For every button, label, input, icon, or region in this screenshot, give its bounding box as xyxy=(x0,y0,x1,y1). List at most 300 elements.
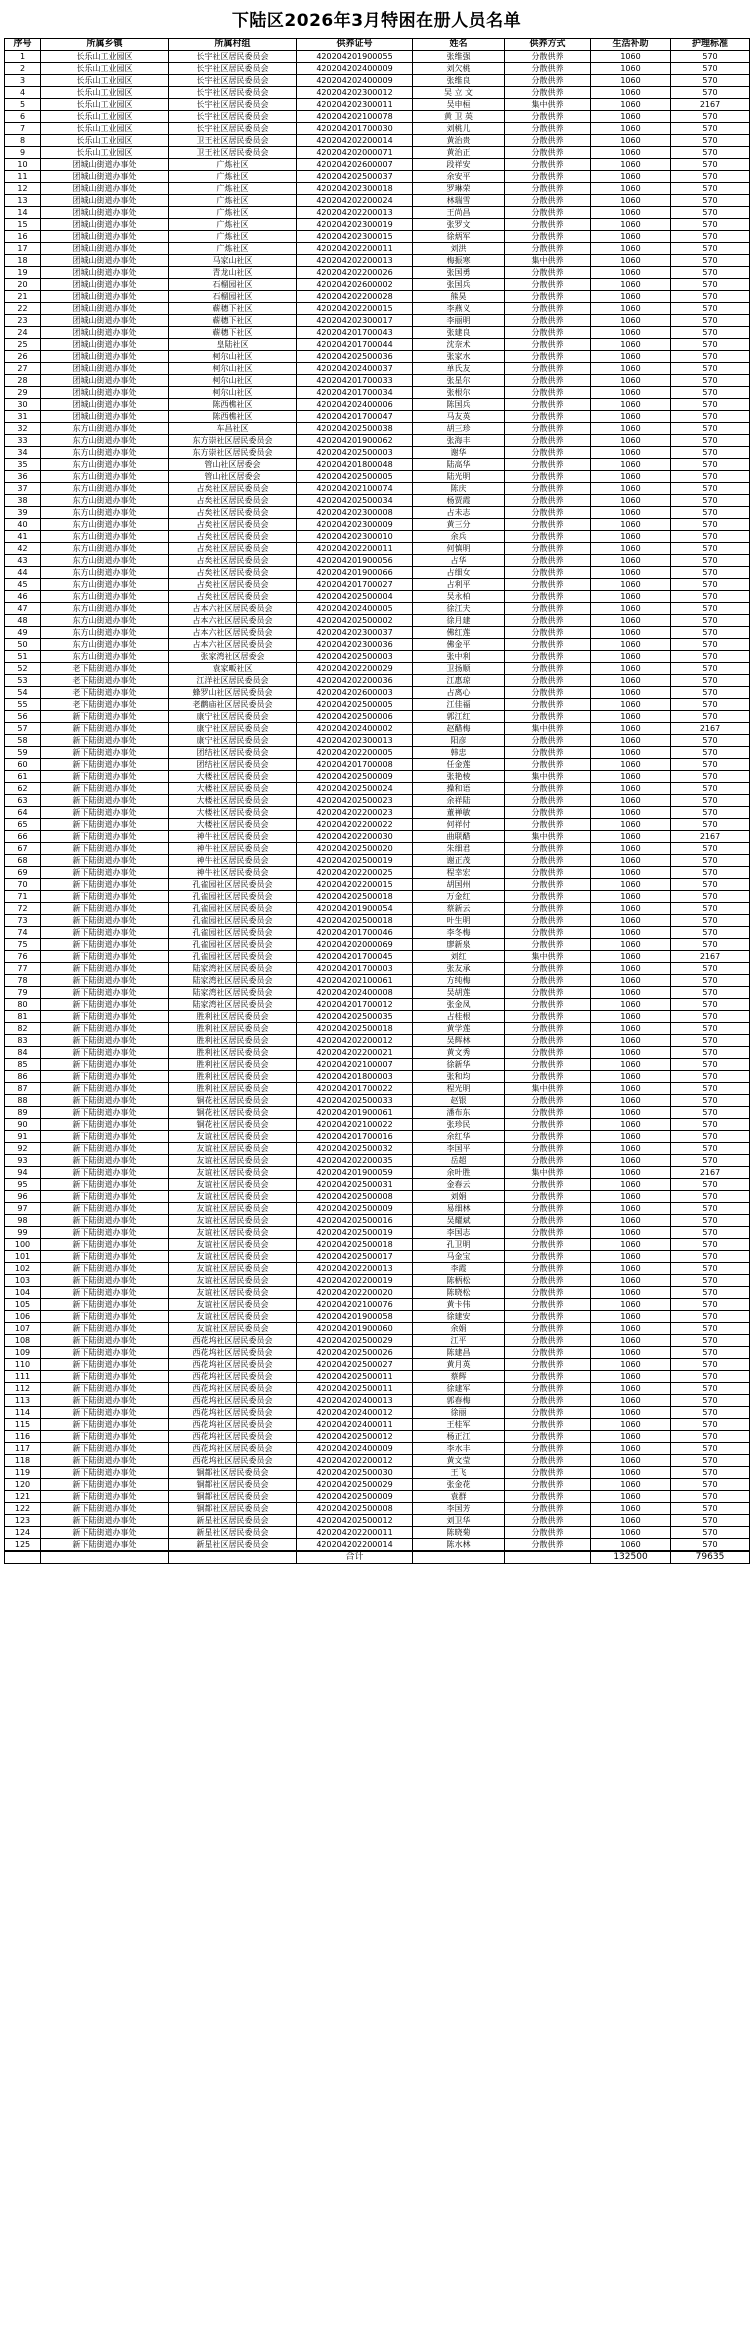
row-support-type: 分散供养 xyxy=(505,51,591,63)
row-support-type: 分散供养 xyxy=(505,1263,591,1275)
row-village: 大楼社区居民委员会 xyxy=(169,795,297,807)
row-care-standard: 570 xyxy=(671,1455,750,1467)
table-row xyxy=(5,279,750,291)
row-support-type: 分散供养 xyxy=(505,1131,591,1143)
row-living-subsidy: 1060 xyxy=(591,411,671,423)
row-name: 黄文莹 xyxy=(413,1455,505,1467)
row-support-type: 分散供养 xyxy=(505,207,591,219)
row-village: 长宇社区居民委员会 xyxy=(169,111,297,123)
table-row xyxy=(5,1203,750,1215)
table-row xyxy=(5,1107,750,1119)
row-township: 新下陆街道办事处 xyxy=(41,1287,169,1299)
row-index: 39 xyxy=(5,507,41,519)
row-village: 友谊社区居民委员会 xyxy=(169,1155,297,1167)
row-care-standard: 570 xyxy=(671,75,750,87)
row-name: 何祥付 xyxy=(413,819,505,831)
row-certificate: 420204202200020 xyxy=(297,1287,413,1299)
row-name: 徐新华 xyxy=(413,1059,505,1071)
row-support-type: 分散供养 xyxy=(505,231,591,243)
row-name: 孔卫明 xyxy=(413,1239,505,1251)
row-care-standard: 570 xyxy=(671,759,750,771)
row-support-type: 分散供养 xyxy=(505,1023,591,1035)
row-care-standard: 570 xyxy=(671,903,750,915)
row-township: 新下陆街道办事处 xyxy=(41,1359,169,1371)
row-name: 程幸宏 xyxy=(413,867,505,879)
row-support-type: 分散供养 xyxy=(505,63,591,75)
table-row xyxy=(5,363,750,375)
row-index: 106 xyxy=(5,1311,41,1323)
table-row xyxy=(5,99,750,111)
row-village: 铜都社区居民委员会 xyxy=(169,1503,297,1515)
row-care-standard: 570 xyxy=(671,459,750,471)
row-living-subsidy: 1060 xyxy=(591,1155,671,1167)
row-care-standard: 570 xyxy=(671,231,750,243)
row-certificate: 420204202500020 xyxy=(297,843,413,855)
row-index: 42 xyxy=(5,543,41,555)
row-support-type: 分散供养 xyxy=(505,1515,591,1527)
row-living-subsidy: 1060 xyxy=(591,735,671,747)
row-name: 陈柄松 xyxy=(413,1275,505,1287)
column-header-index: 序号 xyxy=(5,39,41,51)
table-row xyxy=(5,1023,750,1035)
row-township: 东方山街道办事处 xyxy=(41,627,169,639)
row-care-standard: 570 xyxy=(671,327,750,339)
row-certificate: 420204202500035 xyxy=(297,1011,413,1023)
row-care-standard: 570 xyxy=(671,1107,750,1119)
row-name: 段祥安 xyxy=(413,159,505,171)
row-township: 长乐山工业园区 xyxy=(41,147,169,159)
row-living-subsidy: 1060 xyxy=(591,1491,671,1503)
row-support-type: 分散供养 xyxy=(505,591,591,603)
row-township: 长乐山工业园区 xyxy=(41,111,169,123)
row-support-type: 分散供养 xyxy=(505,1419,591,1431)
row-certificate: 420204202500009 xyxy=(297,771,413,783)
row-certificate: 420204202200011 xyxy=(297,243,413,255)
row-support-type: 分散供养 xyxy=(505,1527,591,1539)
total-spacer-1 xyxy=(5,1552,41,1564)
row-support-type: 分散供养 xyxy=(505,675,591,687)
row-name: 吴申桓 xyxy=(413,99,505,111)
row-township: 团城山街道办事处 xyxy=(41,243,169,255)
row-care-standard: 570 xyxy=(671,387,750,399)
row-township: 新下陆街道办事处 xyxy=(41,1515,169,1527)
row-living-subsidy: 1060 xyxy=(591,663,671,675)
row-living-subsidy: 1060 xyxy=(591,327,671,339)
column-header-support-type: 供养方式 xyxy=(505,39,591,51)
row-support-type: 分散供养 xyxy=(505,351,591,363)
row-township: 东方山街道办事处 xyxy=(41,567,169,579)
row-care-standard: 570 xyxy=(671,807,750,819)
row-certificate: 420204202400002 xyxy=(297,723,413,735)
row-living-subsidy: 1060 xyxy=(591,627,671,639)
row-support-type: 分散供养 xyxy=(505,915,591,927)
row-township: 团城山街道办事处 xyxy=(41,195,169,207)
row-index: 36 xyxy=(5,471,41,483)
row-living-subsidy: 1060 xyxy=(591,99,671,111)
row-certificate: 420204202500023 xyxy=(297,795,413,807)
row-township: 新下陆街道办事处 xyxy=(41,1191,169,1203)
row-care-standard: 570 xyxy=(671,711,750,723)
row-village: 神牛社区居民委员会 xyxy=(169,831,297,843)
row-living-subsidy: 1060 xyxy=(591,1395,671,1407)
row-living-subsidy: 1060 xyxy=(591,1215,671,1227)
row-support-type: 分散供养 xyxy=(505,1431,591,1443)
row-village: 神牛社区居民委员会 xyxy=(169,855,297,867)
row-township: 新下陆街道办事处 xyxy=(41,1071,169,1083)
row-name: 张星尔 xyxy=(413,375,505,387)
row-certificate: 420204201700022 xyxy=(297,1083,413,1095)
row-township: 团城山街道办事处 xyxy=(41,231,169,243)
row-name: 张珍民 xyxy=(413,1119,505,1131)
row-village: 友谊社区居民委员会 xyxy=(169,1251,297,1263)
table-row xyxy=(5,471,750,483)
row-index: 33 xyxy=(5,435,41,447)
table-row xyxy=(5,1443,750,1455)
row-living-subsidy: 1060 xyxy=(591,1443,671,1455)
row-township: 新下陆街道办事处 xyxy=(41,1299,169,1311)
row-township: 新下陆街道办事处 xyxy=(41,1383,169,1395)
row-care-standard: 570 xyxy=(671,1047,750,1059)
row-village: 长宇社区居民委员会 xyxy=(169,99,297,111)
row-name: 刘红 xyxy=(413,951,505,963)
row-township: 新下陆街道办事处 xyxy=(41,1467,169,1479)
row-certificate: 420204201700027 xyxy=(297,579,413,591)
row-living-subsidy: 1060 xyxy=(591,615,671,627)
row-care-standard: 570 xyxy=(671,687,750,699)
row-township: 东方山街道办事处 xyxy=(41,495,169,507)
row-care-standard: 570 xyxy=(671,1275,750,1287)
row-index: 65 xyxy=(5,819,41,831)
row-care-standard: 570 xyxy=(671,699,750,711)
row-index: 44 xyxy=(5,567,41,579)
row-certificate: 420204202100078 xyxy=(297,111,413,123)
row-name: 张中利 xyxy=(413,651,505,663)
table-row xyxy=(5,675,750,687)
row-support-type: 分散供养 xyxy=(505,495,591,507)
table-row xyxy=(5,735,750,747)
row-living-subsidy: 1060 xyxy=(591,1383,671,1395)
row-care-standard: 570 xyxy=(671,1023,750,1035)
row-support-type: 分散供养 xyxy=(505,519,591,531)
row-name: 占利平 xyxy=(413,579,505,591)
row-care-standard: 570 xyxy=(671,795,750,807)
table-row xyxy=(5,1155,750,1167)
row-village: 新星社区居民委员会 xyxy=(169,1539,297,1551)
row-certificate: 420204202400009 xyxy=(297,1443,413,1455)
row-living-subsidy: 1060 xyxy=(591,1527,671,1539)
row-certificate: 420204202500036 xyxy=(297,351,413,363)
row-care-standard: 570 xyxy=(671,927,750,939)
row-living-subsidy: 1060 xyxy=(591,1419,671,1431)
row-township: 东方山街道办事处 xyxy=(41,447,169,459)
row-support-type: 集中供养 xyxy=(505,99,591,111)
table-row xyxy=(5,699,750,711)
row-certificate: 420204201700046 xyxy=(297,927,413,939)
total-table xyxy=(4,1551,750,1564)
row-care-standard: 570 xyxy=(671,531,750,543)
table-row xyxy=(5,339,750,351)
row-index: 26 xyxy=(5,351,41,363)
row-township: 团城山街道办事处 xyxy=(41,303,169,315)
row-certificate: 420204201700003 xyxy=(297,963,413,975)
row-living-subsidy: 1060 xyxy=(591,891,671,903)
row-village: 柯尔山社区 xyxy=(169,387,297,399)
row-township: 东方山街道办事处 xyxy=(41,435,169,447)
table-row xyxy=(5,303,750,315)
row-township: 东方山街道办事处 xyxy=(41,519,169,531)
row-care-standard: 570 xyxy=(671,1431,750,1443)
row-certificate: 420204202200015 xyxy=(297,879,413,891)
total-spacer-3 xyxy=(169,1552,297,1564)
row-living-subsidy: 1060 xyxy=(591,1371,671,1383)
row-care-standard: 570 xyxy=(671,783,750,795)
header-row xyxy=(5,39,750,51)
row-support-type: 分散供养 xyxy=(505,747,591,759)
row-care-standard: 570 xyxy=(671,735,750,747)
row-care-standard: 570 xyxy=(671,1011,750,1023)
row-township: 新下陆街道办事处 xyxy=(41,1047,169,1059)
row-name: 张国勇 xyxy=(413,267,505,279)
row-township: 新下陆街道办事处 xyxy=(41,723,169,735)
row-certificate: 420204202500026 xyxy=(297,1347,413,1359)
table-row xyxy=(5,1095,750,1107)
row-name: 朱细君 xyxy=(413,843,505,855)
row-township: 团城山街道办事处 xyxy=(41,171,169,183)
row-village: 占矣社区居民委员会 xyxy=(169,567,297,579)
row-township: 新下陆街道办事处 xyxy=(41,855,169,867)
row-living-subsidy: 1060 xyxy=(591,291,671,303)
row-living-subsidy: 1060 xyxy=(591,339,671,351)
row-township: 新下陆街道办事处 xyxy=(41,1407,169,1419)
row-township: 东方山街道办事处 xyxy=(41,507,169,519)
row-support-type: 分散供养 xyxy=(505,1143,591,1155)
row-village: 马家山社区 xyxy=(169,255,297,267)
table-row xyxy=(5,1467,750,1479)
table-row xyxy=(5,375,750,387)
row-name: 程光明 xyxy=(413,1083,505,1095)
row-living-subsidy: 1060 xyxy=(591,1071,671,1083)
row-certificate: 420204202100074 xyxy=(297,483,413,495)
row-living-subsidy: 1060 xyxy=(591,147,671,159)
row-name: 操和语 xyxy=(413,783,505,795)
row-support-type: 分散供养 xyxy=(505,423,591,435)
row-certificate: 420204201700016 xyxy=(297,1131,413,1143)
row-living-subsidy: 1060 xyxy=(591,1179,671,1191)
row-index: 35 xyxy=(5,459,41,471)
table-body xyxy=(5,51,750,1551)
row-support-type: 分散供养 xyxy=(505,1407,591,1419)
row-support-type: 分散供养 xyxy=(505,543,591,555)
row-township: 新下陆街道办事处 xyxy=(41,843,169,855)
row-living-subsidy: 1060 xyxy=(591,579,671,591)
row-support-type: 分散供养 xyxy=(505,1455,591,1467)
row-care-standard: 570 xyxy=(671,675,750,687)
row-support-type: 分散供养 xyxy=(505,1239,591,1251)
row-index: 9 xyxy=(5,147,41,159)
row-certificate: 420204202500004 xyxy=(297,591,413,603)
row-index: 113 xyxy=(5,1395,41,1407)
row-care-standard: 570 xyxy=(671,1287,750,1299)
row-care-standard: 570 xyxy=(671,843,750,855)
row-living-subsidy: 1060 xyxy=(591,723,671,735)
row-name: 江平 xyxy=(413,1335,505,1347)
row-support-type: 分散供养 xyxy=(505,435,591,447)
row-support-type: 分散供养 xyxy=(505,843,591,855)
row-name: 徐建军 xyxy=(413,1383,505,1395)
row-certificate: 420204202500032 xyxy=(297,1143,413,1155)
row-certificate: 420204202400006 xyxy=(297,399,413,411)
row-township: 新下陆街道办事处 xyxy=(41,1491,169,1503)
row-certificate: 420204202300010 xyxy=(297,531,413,543)
row-index: 104 xyxy=(5,1287,41,1299)
row-village: 广炼社区 xyxy=(169,159,297,171)
row-name: 吴胡莲 xyxy=(413,987,505,999)
row-village: 车昌社区 xyxy=(169,423,297,435)
row-township: 东方山街道办事处 xyxy=(41,483,169,495)
row-support-type: 分散供养 xyxy=(505,1371,591,1383)
row-village: 友谊社区居民委员会 xyxy=(169,1323,297,1335)
row-certificate: 420204202400009 xyxy=(297,75,413,87)
row-certificate: 420204202400008 xyxy=(297,987,413,999)
row-care-standard: 570 xyxy=(671,879,750,891)
row-care-standard: 570 xyxy=(671,747,750,759)
row-village: 占本六社区居民委员会 xyxy=(169,639,297,651)
row-living-subsidy: 1060 xyxy=(591,267,671,279)
row-certificate: 420204202100007 xyxy=(297,1059,413,1071)
row-township: 新下陆街道办事处 xyxy=(41,1203,169,1215)
row-name: 袁群 xyxy=(413,1491,505,1503)
row-village: 占本六社区居民委员会 xyxy=(169,615,297,627)
row-certificate: 420204202500011 xyxy=(297,1383,413,1395)
row-support-type: 分散供养 xyxy=(505,735,591,747)
row-support-type: 分散供养 xyxy=(505,279,591,291)
row-certificate: 420204202500003 xyxy=(297,651,413,663)
row-village: 铜花社区居民委员会 xyxy=(169,1095,297,1107)
row-index: 73 xyxy=(5,915,41,927)
row-name: 潘布东 xyxy=(413,1107,505,1119)
table-row xyxy=(5,219,750,231)
row-township: 新下陆街道办事处 xyxy=(41,1095,169,1107)
row-township: 新下陆街道办事处 xyxy=(41,903,169,915)
row-village: 友谊社区居民委员会 xyxy=(169,1275,297,1287)
table-row xyxy=(5,1287,750,1299)
row-index: 55 xyxy=(5,699,41,711)
row-living-subsidy: 1060 xyxy=(591,255,671,267)
row-living-subsidy: 1060 xyxy=(591,1503,671,1515)
row-village: 友谊社区居民委员会 xyxy=(169,1191,297,1203)
row-village: 康宁社区居民委员会 xyxy=(169,735,297,747)
row-care-standard: 570 xyxy=(671,291,750,303)
row-township: 新下陆街道办事处 xyxy=(41,987,169,999)
row-care-standard: 570 xyxy=(671,483,750,495)
row-certificate: 420204202600002 xyxy=(297,279,413,291)
row-township: 老下陆街道办事处 xyxy=(41,663,169,675)
row-care-standard: 570 xyxy=(671,663,750,675)
row-index: 102 xyxy=(5,1263,41,1275)
row-living-subsidy: 1060 xyxy=(591,1011,671,1023)
row-village: 孔雀园社区居民委员会 xyxy=(169,939,297,951)
row-living-subsidy: 1060 xyxy=(591,639,671,651)
row-index: 1 xyxy=(5,51,41,63)
row-living-subsidy: 1060 xyxy=(591,1359,671,1371)
column-header-certificate: 供养证号 xyxy=(297,39,413,51)
row-support-type: 分散供养 xyxy=(505,183,591,195)
row-support-type: 分散供养 xyxy=(505,867,591,879)
row-name: 胡三珍 xyxy=(413,423,505,435)
row-name: 佛金平 xyxy=(413,639,505,651)
row-living-subsidy: 1060 xyxy=(591,1275,671,1287)
row-index: 3 xyxy=(5,75,41,87)
row-support-type: 分散供养 xyxy=(505,1251,591,1263)
row-name: 罗琳荣 xyxy=(413,183,505,195)
row-care-standard: 570 xyxy=(671,1191,750,1203)
row-care-standard: 570 xyxy=(671,1359,750,1371)
row-living-subsidy: 1060 xyxy=(591,939,671,951)
row-certificate: 420204202200005 xyxy=(297,747,413,759)
row-index: 114 xyxy=(5,1407,41,1419)
row-index: 22 xyxy=(5,303,41,315)
row-index: 57 xyxy=(5,723,41,735)
row-living-subsidy: 1060 xyxy=(591,51,671,63)
row-township: 东方山街道办事处 xyxy=(41,603,169,615)
row-certificate: 420204202200014 xyxy=(297,135,413,147)
row-living-subsidy: 1060 xyxy=(591,999,671,1011)
table-row xyxy=(5,975,750,987)
row-support-type: 分散供养 xyxy=(505,615,591,627)
row-care-standard: 570 xyxy=(671,1395,750,1407)
row-village: 新星社区居民委员会 xyxy=(169,1527,297,1539)
row-support-type: 分散供养 xyxy=(505,327,591,339)
row-care-standard: 570 xyxy=(671,1251,750,1263)
row-care-standard: 570 xyxy=(671,1371,750,1383)
row-support-type: 分散供养 xyxy=(505,375,591,387)
row-living-subsidy: 1060 xyxy=(591,63,671,75)
row-village: 卫王社区居民委员会 xyxy=(169,147,297,159)
row-support-type: 分散供养 xyxy=(505,663,591,675)
row-village: 广炼社区 xyxy=(169,207,297,219)
table-row xyxy=(5,903,750,915)
row-index: 62 xyxy=(5,783,41,795)
row-support-type: 分散供养 xyxy=(505,363,591,375)
row-certificate: 420204202200026 xyxy=(297,267,413,279)
row-name: 张罗文 xyxy=(413,219,505,231)
table-row xyxy=(5,1239,750,1251)
table-row xyxy=(5,1143,750,1155)
row-living-subsidy: 1060 xyxy=(591,243,671,255)
row-certificate: 420204201900059 xyxy=(297,1167,413,1179)
table-row xyxy=(5,207,750,219)
row-living-subsidy: 1060 xyxy=(591,1407,671,1419)
row-certificate: 420204202500029 xyxy=(297,1335,413,1347)
row-township: 团城山街道办事处 xyxy=(41,327,169,339)
row-village: 广炼社区 xyxy=(169,231,297,243)
row-township: 长乐山工业园区 xyxy=(41,135,169,147)
table-row xyxy=(5,1251,750,1263)
row-care-standard: 570 xyxy=(671,207,750,219)
row-care-standard: 570 xyxy=(671,1311,750,1323)
row-living-subsidy: 1060 xyxy=(591,111,671,123)
row-township: 新下陆街道办事处 xyxy=(41,1011,169,1023)
row-name: 徐江夫 xyxy=(413,603,505,615)
row-township: 东方山街道办事处 xyxy=(41,471,169,483)
row-index: 49 xyxy=(5,627,41,639)
row-village: 管山社区居委会 xyxy=(169,459,297,471)
row-township: 团城山街道办事处 xyxy=(41,351,169,363)
table-row xyxy=(5,423,750,435)
row-living-subsidy: 1060 xyxy=(591,543,671,555)
row-support-type: 分散供养 xyxy=(505,399,591,411)
row-village: 占矣社区居民委员会 xyxy=(169,495,297,507)
